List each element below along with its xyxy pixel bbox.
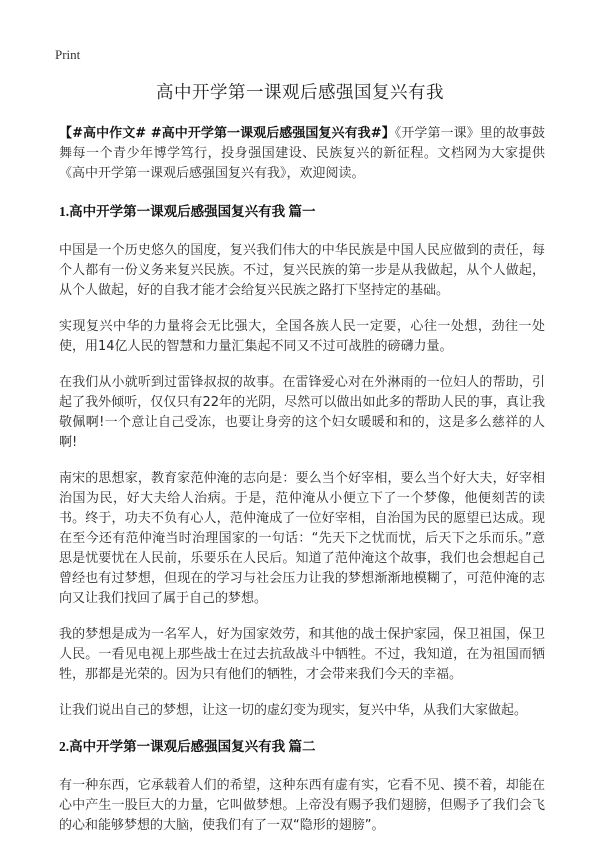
section-1-paragraph-5: 我的梦想是成为一名军人，好为国家效劳，和其他的战士保护家园，保卫祖国，保卫人民。一看见电视上那些战士在过去抗敌战斗中牺牲。不过，我知道，在为祖国而牺牲，那都是光荣的。因为只有他们的牺牲，才会带来我们今天的幸福。 (59, 627, 545, 682)
section-1-paragraph-4: 南宋的思想家，教育家范仲淹的志向是：要么当个好宰相，要么当个好大夫，好宰相治国为民，好大夫给人治病。于是，范仲淹从小便立下了一个梦像，他便刻苦的读书。终于，功夫不负有心人，范仲淹成了一位好宰相，自治国为民的愿望已达成。现在至今还有范仲淹当时治理国家的一句话：“先天下之忧而忧，后天下之乐而乐。”意思是忧要忧在人民前，乐要乐在人民后。知道了范仲淹这个故事，我们也会想起自己曾经也有过梦想，但现在的学习与社会压力让我的梦想渐渐地模糊了，可范仲淹的志向又让我们找回了属于自己的梦想。 (59, 471, 545, 606)
section-1-paragraph-6: 让我们说出自己的梦想，让这一切的虚幻变为现实，复兴中华，从我们大家做起。 (59, 703, 528, 718)
section-heading-1: 1.高中开学第一课观后感强国复兴有我 篇一 (59, 204, 316, 219)
section-1-paragraph-1: 中国是一个历史悠久的国度，复兴我们伟大的中华民族是中国人民应做到的责任，每个人都有一份义务来复兴民族。不过，复兴民族的第一步是从我做起，从个人做起，从个人做起，好的自我才能才会给复兴民族之路打下坚持定的基础。 (59, 243, 545, 298)
intro-text: 《开学第一课》里的故事鼓舞每一个青少年博学笃行，投身强国建设、民族复兴的新征程。文档网为大家提供《高中开学第一课观后感强国复兴有我》，欢迎阅读。 (59, 126, 545, 181)
section-1-paragraph-2: 实现复兴中华的力量将会无比强大，全国各族人民一定要，心往一处想，劲往一处使，用14亿人民的智慧和力量汇集起不同又不过可战胜的磅礴力量。 (59, 319, 545, 354)
section-2-paragraph-1: 有一种东西，它承载着人们的希望，这种东西有虚有实，它看不见、摸不着，却能在心中产生一股巨大的力量，它叫做梦想。上帝没有赐予我们翅膀，但赐予了我们会飞的心和能够梦想的大脑，使我们有了一双“隐形的翅膀”。 (59, 778, 545, 833)
print-link[interactable]: Print (55, 47, 81, 62)
section-heading-2: 2.高中开学第一课观后感强国复兴有我 篇二 (59, 739, 316, 754)
article-body (59, 124, 545, 852)
section-1-paragraph-3: 在我们从小就听到过雷锋叔叔的故事。在雷锋爱心对在外淋雨的一位妇人的帮助，引起了我外倾听，仅仅只有22年的光阴，尽然可以做出如此多的帮助人民的事，真让我敬佩啊!一个意让自己受冻，也要让身旁的这个妇女暖暖和和的，这是多么慈祥的人啊! (59, 375, 545, 450)
intro-tags: 【#高中作文# #高中开学第一课观后感强国复兴有我#】 (59, 126, 395, 141)
page-title: 高中开学第一课观后感强国复兴有我 (156, 83, 444, 103)
intro-paragraph (59, 124, 545, 184)
